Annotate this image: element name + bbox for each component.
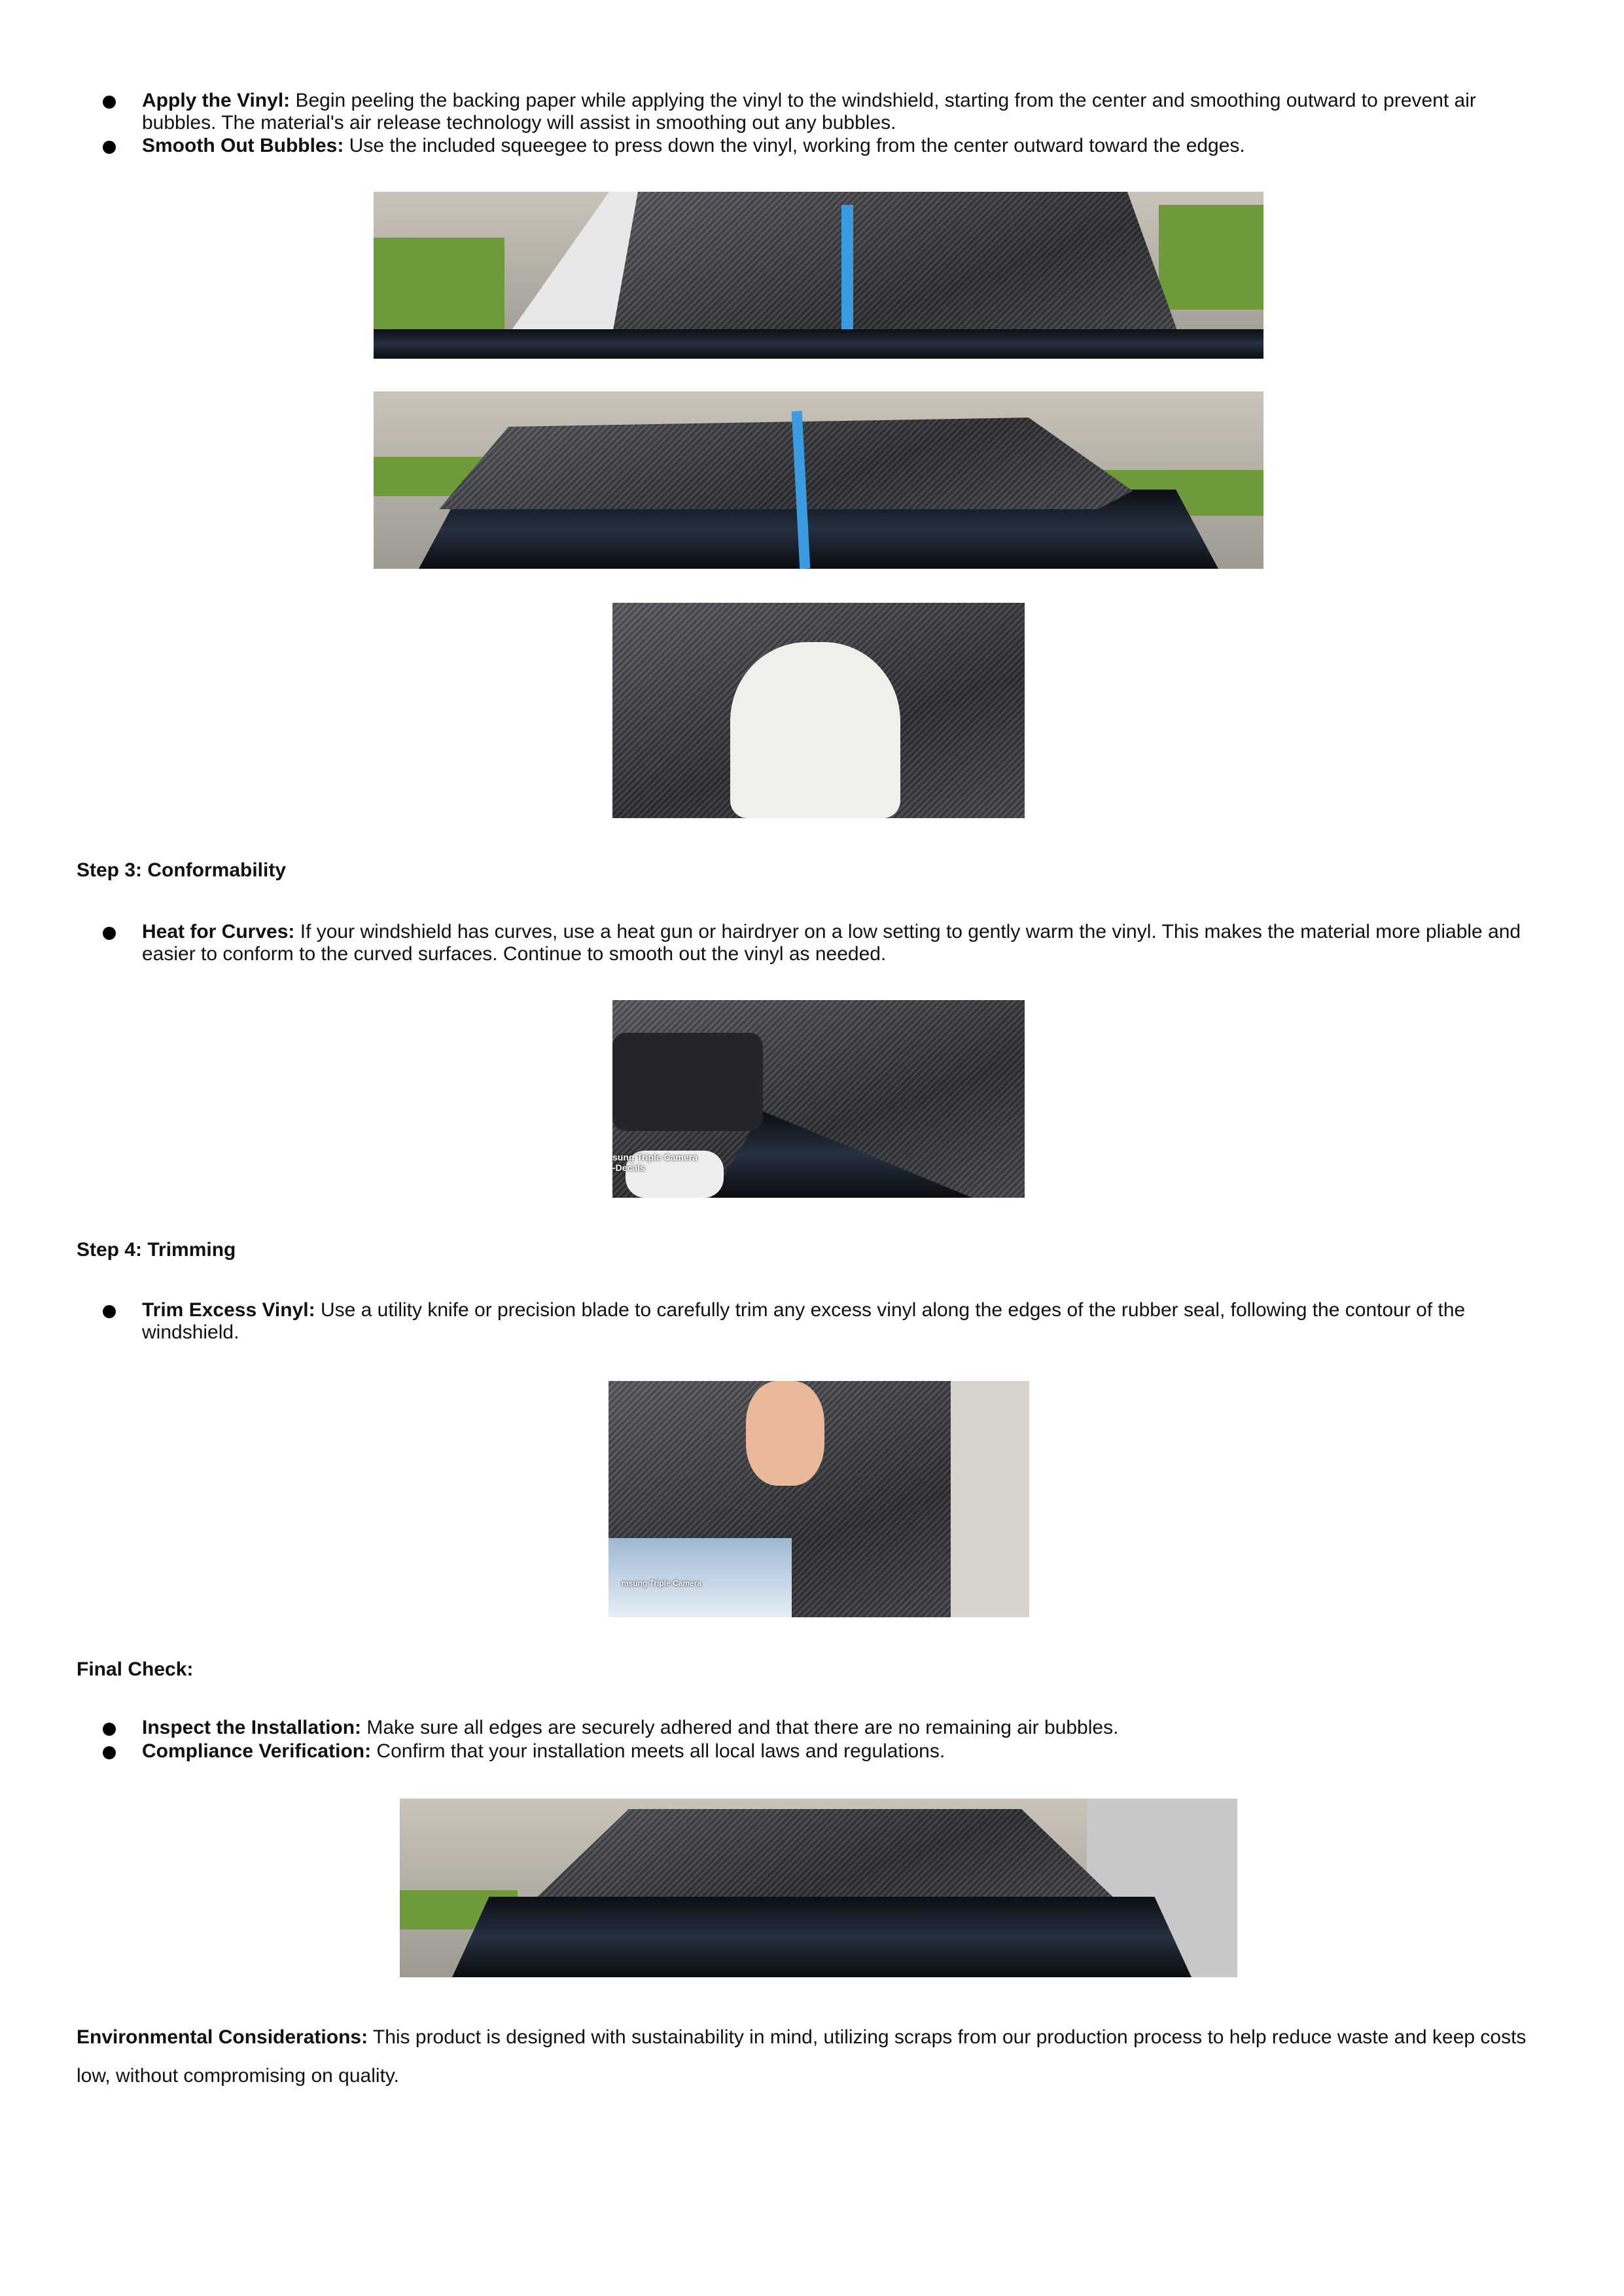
item-title: Inspect the Installation: (142, 1717, 362, 1738)
photo-applying-vinyl-2 (374, 391, 1263, 569)
watermark-line: sung Triple Camera (612, 1152, 697, 1162)
bullet-icon (103, 96, 116, 109)
paragraph-text: This product is designed with sustainability in mind, utilizing scraps from our production process to help reduce waste and keep costs low, without compromising on quality. (77, 2026, 1527, 2087)
item-text: If your windshield has curves, use a heat gun or hairdryer on a low setting to gently warm the vinyl. This makes the material more pliable and easier to conform to the curved surfaces. Continue to smooth out the vinyl as needed. (142, 921, 1521, 965)
environmental-paragraph (77, 2018, 1555, 2095)
item-text: Use a utility knife or precision blade to carefully trim any excess vinyl along the edges of the rubber seal, following the contour of the windshield. (142, 1299, 1466, 1343)
list-item-smooth-bubbles (142, 135, 1549, 157)
item-text: Make sure all edges are securely adhered and that there are no remaining air bubbles. (361, 1717, 1119, 1738)
item-text: Begin peeling the backing paper while applying the vinyl to the windshield, starting from the center and smoothing outward to prevent air bubbles. The material's air release technology will assist in smoothing out any bubbles. (142, 90, 1476, 134)
photo-heat-gun (612, 1000, 1025, 1198)
bullet-icon (103, 1723, 116, 1736)
paragraph-title: Environmental Considerations: (77, 2026, 368, 2048)
list-item-compliance (142, 1740, 1549, 1763)
bullet-icon (103, 927, 116, 940)
watermark-line: -Decals (612, 1162, 645, 1173)
list-item-apply-vinyl (142, 90, 1549, 134)
item-title: Compliance Verification: (142, 1740, 372, 1762)
item-text: Use the included squeegee to press down the vinyl, working from the center outward toward the edges. (344, 135, 1245, 156)
list-item-inspect (142, 1717, 1549, 1739)
image-watermark: msung Triple Camera (622, 1579, 702, 1588)
list-item-trim-vinyl (142, 1299, 1549, 1344)
step-3-heading: Step 3: Conformability (77, 859, 287, 881)
bullet-icon (103, 141, 116, 154)
photo-gloved-hand-on-vinyl (612, 603, 1025, 818)
bullet-icon (103, 1746, 116, 1759)
list-item-heat-curves (142, 921, 1549, 965)
item-title: Trim Excess Vinyl: (142, 1299, 315, 1321)
item-title: Heat for Curves: (142, 921, 295, 942)
item-title: Apply the Vinyl: (142, 90, 291, 111)
bullet-icon (103, 1305, 116, 1318)
photo-applying-vinyl-1 (374, 192, 1263, 359)
final-check-heading: Final Check: (77, 1659, 194, 1680)
item-title: Smooth Out Bubbles: (142, 135, 344, 156)
photo-trimming (609, 1381, 1029, 1617)
photo-finished-windshield (400, 1799, 1237, 1977)
step-4-heading: Step 4: Trimming (77, 1239, 236, 1261)
image-watermark (612, 1152, 697, 1173)
item-text: Confirm that your installation meets all local laws and regulations. (371, 1740, 945, 1762)
